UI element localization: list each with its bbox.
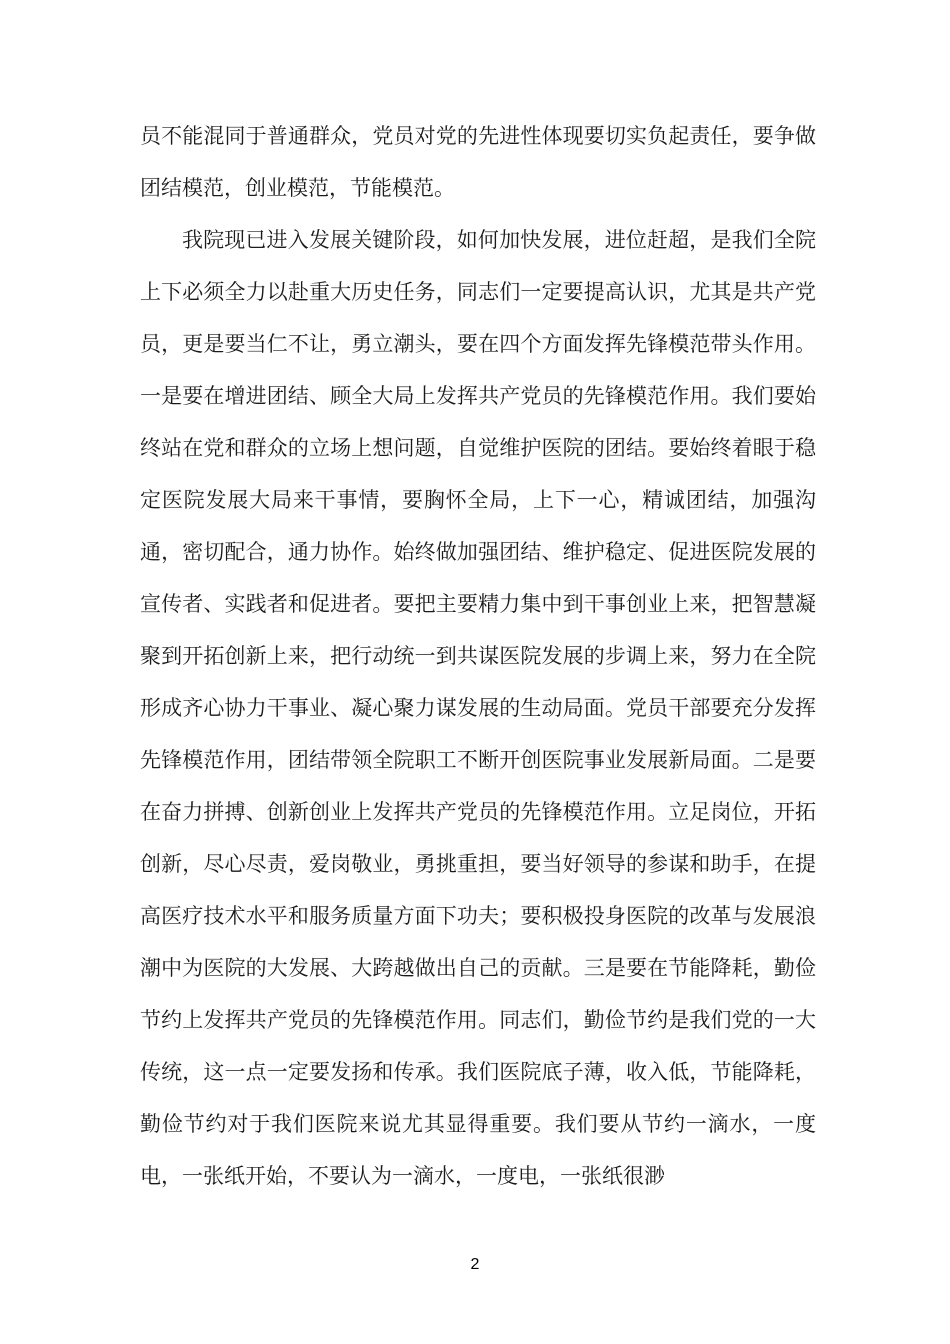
paragraph-continuation: 员不能混同于普通群众，党员对党的先进性体现要切实负起责任，要争做团结模范，创业模范，节能模范。	[140, 124, 816, 200]
document-body	[140, 110, 816, 1202]
page-number: 2	[470, 1256, 480, 1273]
paragraph-main: 我院现已进入发展关键阶段，如何加快发展，进位赶超，是我们全院上下必须全力以赴重大历史任务，同志们一定要提高认识，尤其是共产党员，更是要当仁不让，勇立潮头，要在四个方面发挥先锋模范带头作用。一是要在增进团结、顾全大局上发挥共产党员的先锋模范作用。我们要始终站在党和群众的立场上想问题，自觉维护医院的团结。要始终着眼于稳定医院发展大局来干事情，要胸怀全局，上下一心，精诚团结，加强沟通，密切配合，通力协作。始终做加强团结、维护稳定、促进医院发展的宣传者、实践者和促进者。要把主要精力集中到干事创业上来，把智慧凝聚到开拓创新上来，把行动统一到共谋医院发展的步调上来，努力在全院形成齐心协力干事业、凝心聚力谋发展的生动局面。党员干部要充分发挥先锋模范作用，团结带领全院职工不断开创医院事业发展新局面。二是要在奋力拼搏、创新创业上发挥共产党员的先锋模范作用。立足岗位，开拓创新，尽心尽责，爱岗敬业，勇挑重担，要当好领导的参谋和助手，在提高医疗技术水平和服务质量方面下功夫；要积极投身医院的改革与发展浪潮中为医院的大发展、大跨越做出自己的贡献。三是要在节能降耗，勤俭节约上发挥共产党员的先锋模范作用。同志们，勤俭节约是我们党的一大传统，这一点一定要发扬和传承。我们医院底子薄，收入低，节能降耗，勤俭节约对于我们医院来说尤其显得重要。我们要从节约一滴水，一度电，一张纸开始，不要认为一滴水，一度电，一张纸很渺	[140, 228, 816, 1188]
